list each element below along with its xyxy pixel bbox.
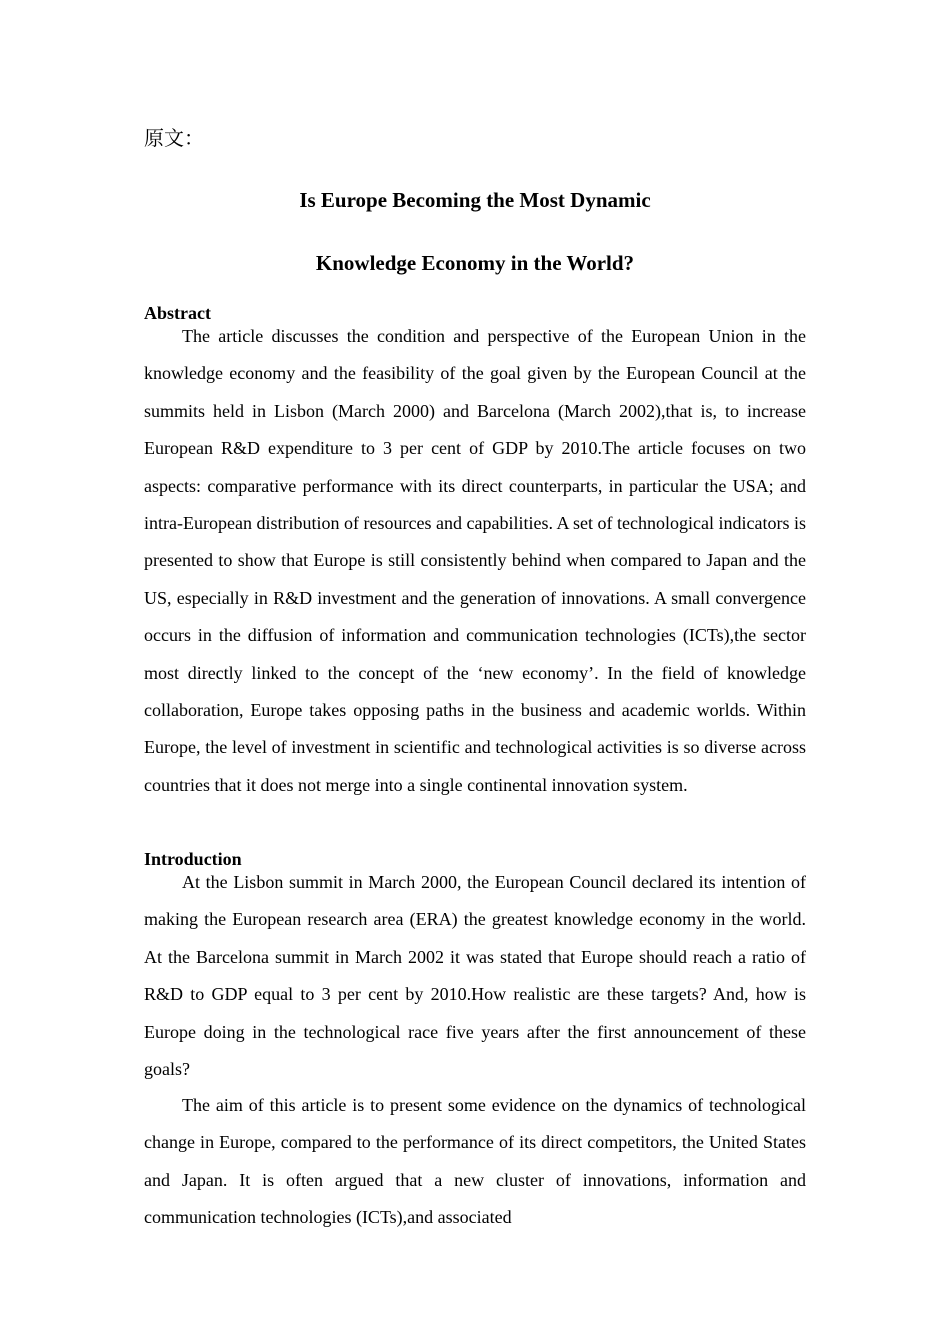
introduction-paragraph-2: The aim of this article is to present some evidence on the dynamics of technological change in Europe, compared to the performance of its direct competitors, the United States and Japan. It is often argued that a new cluster of innovations, information and communication technologies (ICTs),and associated — [144, 1095, 806, 1228]
abstract-heading: Abstract — [144, 303, 211, 323]
abstract-body: The article discusses the condition and perspective of the European Union in the knowledge economy and the feasibility of the goal given by the European Council at the summits held in Lisbon (March 2000) and Barcelona (March 2002),that is, to increase European R&D expenditure to 3 per cent of GDP by 2010.The article focuses on two aspects: comparative performance with its direct counterparts, in particular the USA; and intra-European distribution of resources and capabilities. A set of technological indicators is presented to show that Europe is still consistently behind when compared to Japan and the US, especially in R&D investment and the generation of innovations. A small convergence occurs in the diffusion of information and communication technologies (ICTs),the sector most directly linked to the concept of the ‘new economy’. In the field of knowledge collaboration, Europe takes opposing paths in the business and academic worlds. Within Europe, the level of investment in scientific and technological activities is so diverse across countries that it does not merge into a single continental innovation system. — [144, 326, 806, 795]
original-text-label: 原文： — [144, 126, 204, 150]
introduction-heading: Introduction — [144, 849, 242, 869]
introduction-paragraph-1: At the Lisbon summit in March 2000, the European Council declared its intention of making the European research area (ERA) the greatest knowledge economy in the world. At the Barcelona summit in March 2002 it was stated that Europe should reach a ratio of R&D to GDP equal to 3 per cent by 2010.How realistic are these targets? And, how is Europe doing in the technological race five years after the first announcement of these goals? — [144, 872, 806, 1080]
title-line-1: Is Europe Becoming the Most Dynamic — [299, 188, 651, 212]
title-line-2: Knowledge Economy in the World? — [315, 251, 635, 275]
